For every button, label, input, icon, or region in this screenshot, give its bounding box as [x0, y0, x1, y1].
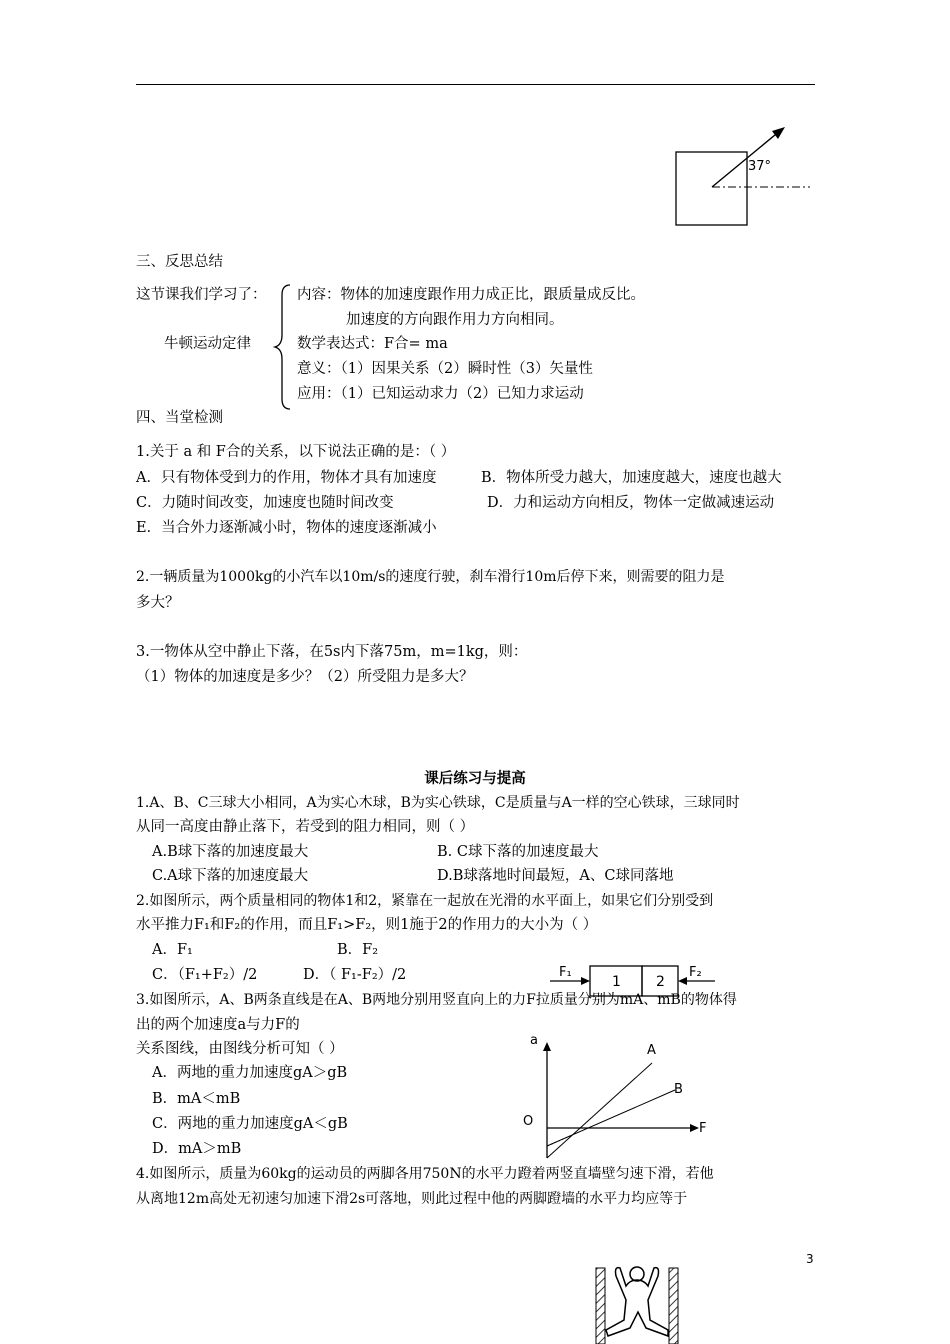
section3-title: 三、反思总结: [136, 254, 223, 270]
p-q1-line1: 1.A、B、C三球大小相同，A为实心木球，B为实心铁球，C是质量与A一样的空心铁球，三球同时: [136, 795, 740, 811]
p-q1-opt-b: B. C球下落的加速度最大: [437, 844, 599, 860]
f1-label: F₁: [559, 965, 572, 980]
section4-title: 四、当堂检测: [136, 410, 223, 426]
law-item-formula: 数学表达式：F合= ma: [297, 336, 448, 352]
f-axis-head: [690, 1124, 699, 1132]
f1-arrow-head: [581, 977, 590, 985]
a-f-graph: [515, 1030, 715, 1165]
p-q3-opt-b: B．mA＜mB: [152, 1091, 241, 1107]
s4-q1-opt-d: D．力和运动方向相反，物体一定做减速运动: [487, 495, 775, 511]
axis-f-label: F: [699, 1121, 707, 1136]
f2-arrow-head: [678, 977, 687, 985]
origin-label: O: [523, 1114, 534, 1129]
a-axis-head: [543, 1042, 551, 1051]
law-item-application: 应用：（1）已知运动求力（2）已知力求运动: [297, 386, 584, 402]
climber-head: [630, 1267, 644, 1281]
s4-q1-opt-e: E．当合外力逐渐减小时，物体的速度逐渐减小: [136, 520, 437, 536]
s4-q1-stem: 1.关于 a 和 F合的关系，以下说法正确的是：（ ）: [136, 444, 456, 460]
header-rule: [136, 84, 815, 85]
practice-title: 课后练习与提高: [424, 771, 526, 787]
block-box: [676, 152, 747, 225]
block-1-label: 1: [612, 974, 621, 990]
s4-q1-opt-b: B．物体所受力越大，加速度越大，速度也越大: [481, 470, 782, 486]
s4-q3-line2: （1）物体的加速度是多少？（2）所受阻力是多大？: [136, 669, 474, 685]
s4-q1-opt-c: C．力随时间改变，加速度也随时间改变: [136, 495, 394, 511]
p-q3-opt-d: D．mA＞mB: [152, 1141, 242, 1157]
s4-q1-opt-a: A．只有物体受到力的作用，物体才具有加速度: [136, 470, 437, 486]
law-name: 牛顿运动定律: [164, 336, 251, 352]
line-a: [547, 1063, 652, 1158]
p-q4-line2: 从离地12m高处无初速匀加速下滑2s可落地，则此过程中他的两脚蹬墙的水平力均应等于: [136, 1191, 688, 1207]
line-b-label: B: [674, 1082, 683, 1097]
law-item-direction: 加速度的方向跟作用力方向相同。: [346, 312, 564, 328]
p-q1-opt-a: A.B球下落的加速度最大: [152, 844, 309, 860]
f2-label: F₂: [689, 965, 702, 980]
curly-brace: [272, 283, 294, 411]
line-a-label: A: [647, 1043, 656, 1058]
left-wall: [596, 1268, 605, 1344]
p-q3-line2: 出的两个加速度a与力F的: [136, 1017, 300, 1033]
s4-q2-line2: 多大？: [136, 595, 180, 611]
wall-climber-figure: [588, 1260, 688, 1344]
force-angle-figure: [660, 118, 820, 230]
angle-label: 37°: [748, 159, 772, 174]
p-q2-opt-a: A．F₁: [152, 942, 193, 958]
section3-intro: 这节课我们学习了：: [136, 287, 267, 303]
s4-q3-line1: 3.一物体从空中静止下落，在5s内下落75m，m=1kg，则：: [136, 644, 528, 660]
law-item-content: 内容：物体的加速度跟作用力成正比，跟质量成反比。: [297, 287, 645, 303]
p-q3-opt-c: C．两地的重力加速度gA＜gB: [152, 1116, 348, 1132]
page-number: 3: [806, 1252, 814, 1266]
p-q2-opt-c: C．（F₁+F₂）/2: [152, 967, 258, 983]
p-q2-opt-b: B．F₂: [337, 942, 379, 958]
climber-body: [606, 1268, 668, 1336]
right-wall: [669, 1268, 678, 1344]
force-arrow-head: [772, 127, 785, 139]
p-q2-line1: 2.如图所示，两个质量相同的物体1和2，紧靠在一起放在光滑的水平面上，如果它们分别受到: [136, 893, 714, 909]
s4-q2-line1: 2.一辆质量为1000kg的小汽车以10m/s的速度行驶，刹车滑行10m后停下来，则需要的阻力是: [136, 569, 725, 585]
p-q3-line1: 3.如图所示，A、B两条直线是在A、B两地分别用竖直向上的力F拉质量分别为mA、mB的物体得: [136, 992, 737, 1008]
p-q1-line2: 从同一高度由静止落下，若受到的阻力相同，则（ ）: [136, 819, 475, 835]
p-q3-line3: 关系图线，由图线分析可知（ ）: [136, 1041, 344, 1057]
p-q3-opt-a: A．两地的重力加速度gA＞gB: [152, 1065, 348, 1081]
law-item-meaning: 意义：（1）因果关系（2）瞬时性（3）矢量性: [297, 361, 593, 377]
p-q4-line1: 4.如图所示，质量为60kg的运动员的两脚各用750N的水平力蹬着两竖直墙壁匀速下滑，若他: [136, 1166, 714, 1182]
p-q1-opt-d: D.B球落地时间最短，A、C球同落地: [437, 868, 674, 884]
axis-a-label: a: [530, 1033, 538, 1048]
p-q2-line2: 水平推力F₁和F₂的作用，而且F₁>F₂，则1施于2的作用力的大小为（ ）: [136, 917, 598, 933]
p-q2-opt-d: D．（ F₁-F₂）/2: [303, 967, 407, 983]
block-2-label: 2: [656, 974, 665, 990]
p-q1-opt-c: C.A球下落的加速度最大: [152, 868, 309, 884]
